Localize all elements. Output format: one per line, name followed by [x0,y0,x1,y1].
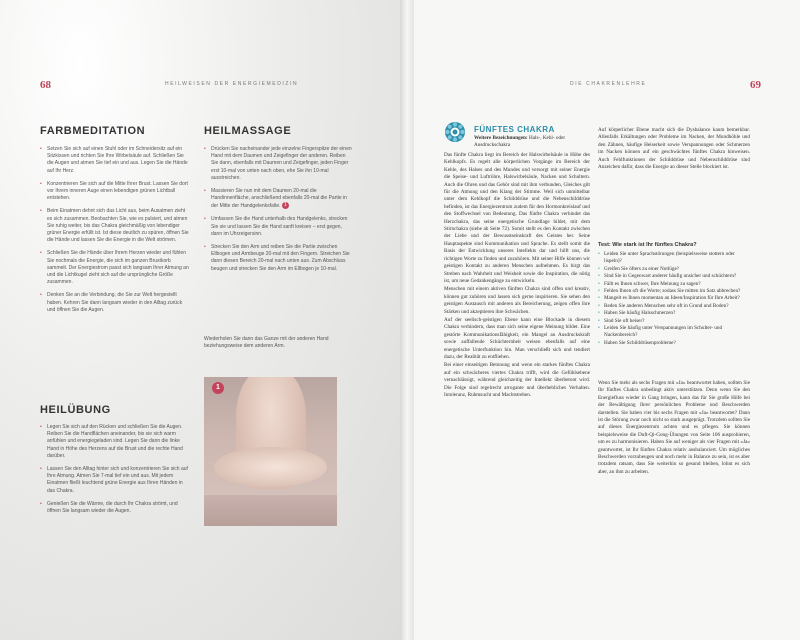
heilmassage-list [204,146,352,279]
col1-paragraph: Das fünfte Chakra liegt im Bereich der Halswirbelsäule in Höhe des Kehlkopfs. Es regelt alle körperlichen Vorgänge im Bereich der Kehle, des Halses und des Mundes und versorgt mit seiner Energie die Speise- und Luftröhre, Halswirbelsäule, Nacken und Schultern. Auch die Ohren und das Gehör sind mit ihm verbunden, Gleiches gilt für die Atmung und den Klang der Stimme. Weil sich unmittelbar unter dem Kehlkopf die Schilddrüse und die Nebenschilddrüse befinden, ist das Energiezentrum zudem für den Hormonkreislauf und den Stoffwechsel von Bedeutung. Das fünfte Chakra verbindet das Herzchakra, das seine energetische Grundlage bildet, mit dem Stirnchakra (siehe ab Seite 72). Somit stellt es den Kontakt zwischen der Liebe und der Bewusstseinskraft des Geistes her. Seine Hauptaspekte sind Kommunikation und Sprache. Es stellt somit die Basis der Entwicklung unseres Intellekts dar und hilft uns, die richtigen Worte zu finden und zuzuhören. Mit seiner Hilfe können wir geistigen Kontakt zu anderen Menschen aufnehmen. Es birgt das Streben nach Wahrheit und Weisheit sowie die Inspiration, die nötig ist, um neue Gedankengänge zu entwickeln. [444,152,590,284]
test-item: • Sind Sie in Gegenwart anderer häufig unsicher und schüchtern? [598,273,750,280]
subtitle-value: Hals-, Kehl- oder Ausdruckschakra [474,135,566,149]
hands-photo [204,377,337,526]
test-item: • Greifen Sie öfters zu einer Notlüge? [598,266,750,273]
heiluebung-list [40,424,190,521]
list-item: • Umfassen Sie die Hand unterhalb des Handgelenks, strecken Sie sie und lassen Sie die Hand sanft kreisen – erst gegen, dann im Uhrzeigersinn. [204,216,352,238]
col2-outro: Wenn Sie mehr als sechs Fragen mit »Ja« beantwortet haben, sollten Sie Ihr fünftes Chakra unbedingt aktiv unterstützen. Denn wenn Sie den Energiefluss wieder in Gang bringen, kann das für Sie große Hilfe bei der Bewältigung Ihrer persönlichen Probleme und Beschwerden darstellen. Sie haben vier bis sechs Fragen mit »Ja« beantwortet? Dann ist die Störung zwar noch nicht so stark ausgeprägt. Trotzdem sollten Sie auf dieses Energiezentrum achten und es pflegen. Sie können beispielsweise die Duft-Qi-Gong-Übungen von Seite 106 ausprobieren, um es zu harmonisieren. Haben Sie auf weniger als vier Fragen mit »Ja« geantwortet, ist Ihr fünftes Chakra relativ ausbalanciert. Um mögliches Beschwerden vorzubeugen und noch mehr in Balance zu sein, ist es aber trotzdem ratsam, dass Sie weiterhin so gesund bleiben, lohnt es sich aber, an ihm zu arbeiten. [598,380,750,475]
col1-paragraph: Menschen mit einem aktiven fünften Chakra sind offen und kreativ, können gut zuhören und lassen sich gerne inspirieren. Sie sehen den geistigen Austausch mit anderen als Bereicherung, zeigen offen ihre Stärken und akzeptieren ihre Schwächen. [444,286,590,315]
test-title: Test: Wie stark ist Ihr fünftes Chakra? [598,242,697,248]
test-item: • Fehlen Ihnen oft die Worte; sodass Sie mitten im Satz abbrechen? [598,288,750,295]
heilmassage-title: HEILMASSAGE [204,125,292,137]
left-page-number: 68 [40,79,51,91]
right-running-head: DIE CHAKRENLEHRE [570,81,647,87]
heilmassage-closing: Wiederholen Sie dann das Ganze mit der anderen Hand beziehungsweise dem anderen Arm. [204,336,329,350]
chakra-subtitle [474,135,588,150]
test-item: • Leiden Sie unter Sprachstörungen (beispielsweise stottern oder lispeln)? [598,251,750,266]
list-item [204,188,352,210]
col1-paragraph: Bei einer einseitigen Betonung und wenn ein starkes fünftes Chakra auf ein schwächeres viertes Chakra trifft, wird die Gefühlsebene vernachlässigt, während gleichzeitig der Intellekt überbetont wird. Die Folge sind regelrecht arrogante und überhebliches Verhalten. Intoleranz, Ruhmsucht und Machtstreben. [444,362,590,398]
list-item: • Beim Einatmen dehnt sich das Licht aus, beim Ausatmen zieht es sich zusammen. Beobachten Sie, wie es pulsiert, und atmen Sie ruhig weiter, bis das Chakra gleichmäßig von lebendiger grüner Energie erfüllt ist. Ist diese deutlich zu spüren, öffnen Sie die Hände und lassen Sie die Energie in die Welt strömen. [40,208,190,244]
test-item: • Haben Sie häufig Halsschmerzen? [598,310,750,317]
list-item: • Legen Sie sich auf den Rücken und schließen Sie die Augen. Reiben Sie die Handflächen aneinander, bis sie sich warm anfühlen und energiegeladen sind. Legen Sie dann die linke Hand in Höhe des Herzens auf die Brust und die rechte Hand darüber. [40,424,190,460]
photo-hands [214,447,327,487]
list-item: • Konzentrieren Sie sich auf die Mitte Ihrer Brust. Lassen Sie dort vor Ihrem inneren Auge einen lebendigen grünen Lichtball entstehen. [40,181,190,203]
test-list [598,251,750,347]
col1-paragraph: Auf der seelisch-geistigen Ebene kann eine Blockade in diesem Chakra verhindern, dass man sich seine eigene Meinung bildet. Eine gestörte Kommunikationsfähigkeit, ein Mangel an Ausdruckskraft sowie auffallende Schüchternheit weisen ebenfalls auf eine energetische Unterfunktion hin. Man verschließt sich und tendiert dazu, der Realität zu entfliehen. [444,316,590,360]
subtitle-label: Weitere Bezeichnungen: [474,135,528,141]
list-item: • Genießen Sie die Wärme, die durch Ihr Chakra strömt, und öffnen Sie langsam wieder die Augen. [40,501,190,515]
right-page-number: 69 [750,79,761,91]
chakra-title: FÜNFTES CHAKRA [474,125,555,134]
photo-step-badge: 1 [212,382,224,394]
col2-intro: Auf körperlicher Ebene macht sich die Dysbalance kaum bemerkbar. Allenfalls Erkältungen oder Probleme im Nacken, der Mundhöhle und den Zähnen, häufige Heiserkeit sowie Verspannungen oder Schmerzen im Nacken können auf ein geschwächtes fünftes Chakra hinweisen. Auch Fehlfunktionen der Schilddrüse und Nebenschilddrüse sind Anzeichen dafür, dass die Energie an dieser Stelle blockiert ist. [598,127,750,171]
step-marker: 1 [282,202,289,209]
list-item: • Strecken Sie den Arm und reiben Sie die Partie zwischen Ellbogen und Armbeuge 20-mal mit den Fingern. Streichen Sie dann diesen Bereich 20-mal nach unten aus. Zum Abschluss beugen und strecken Sie den Arm im Ellbogen je 10-mal. [204,244,352,273]
list-item: • Lassen Sie den Alltag hinter sich und konzentrieren Sie sich auf Ihre Atmung. Atmen Sie 7-mal tief ein und aus. Mit jedem Einatmen fließt leuchtend grüne Energie aus Ihren Händen in das Chakra. [40,466,190,495]
left-running-head: HEILWEISEN DER ENERGIEMEDIZIN [165,81,299,87]
test-item: • Fällt es Ihnen schwer, Ihre Meinung zu sagen? [598,281,750,288]
book-gutter [400,0,414,640]
photo-shorts [204,495,337,526]
test-item: • Reden Sie anderen Menschen sehr oft in Grund und Boden? [598,303,750,310]
test-item: • Sind Sie oft heiser? [598,318,750,325]
test-item: • Haben Sie Schilddrüsenprobleme? [598,340,750,347]
list-item: • Drücken Sie nacheinander jede einzelne Fingerspitze der einen Hand mit dem Daumen und Zeigefinger der anderen. Reiben Sie dann, ebenfalls mit Daumen und Zeigefinger, jeden Finger erst 10-mal von unten nach oben, ehe Sie ihn 10-mal ausstreichen. [204,146,352,182]
test-item: • Mangelt es Ihnen momentan an Ideen/Inspiration für Ihre Arbeit? [598,295,750,302]
list-item: • Schließen Sie die Hände über Ihrem Herzen wieder und fühlen Sie nochmals die Energie, die sich im ganzen Brustkorb sammelt. Der Energiestrom passt sich langsam Ihrer Atmung an und die Lichtkugel zieht sich auf die ursprüngliche Größe zusammen. [40,250,190,286]
right-column-1 [444,152,590,632]
list-item: • Setzen Sie sich auf einen Stuhl oder im Schneidersitz auf ein Sitzkissen und richten Sie Ihre Wirbelsäule auf. Schließen Sie die Augen und atmen Sie tief ein und aus. Legen Sie die Hände auf Ihr Herz. [40,146,190,175]
farbmeditation-title: FARBMEDITATION [40,125,146,137]
farbmeditation-list [40,146,190,320]
test-item: • Leiden Sie häufig unter Verspannungen im Schulter- und Nackenbereich? [598,325,750,340]
heiluebung-title: HEILÜBUNG [40,404,111,416]
list-item-text: Massieren Sie nun mit dem Daumen 20-mal die Handinnenfläche, anschließend ebenfalls 20-mal die Partie in der Mitte der Handgelenksfalte. [211,188,347,210]
lotus-chakra-icon [444,121,466,143]
list-item: • Denken Sie an die Verbindung, die Sie zur Welt hergestellt haben. Kehren Sie dann langsam wieder in den Alltag zurück und öffnen Sie die Augen. [40,292,190,314]
